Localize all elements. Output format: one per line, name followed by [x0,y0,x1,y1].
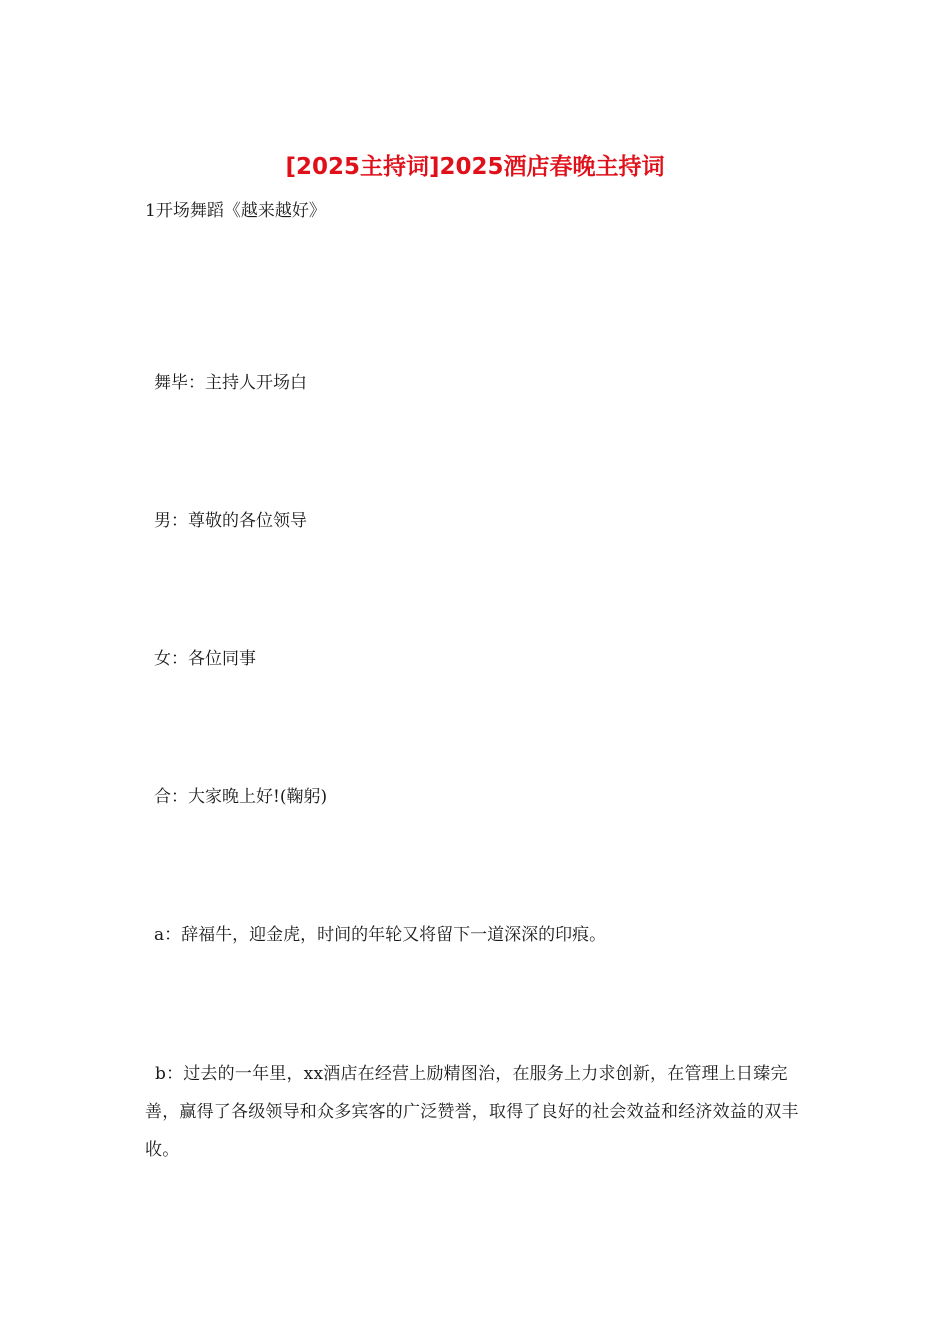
program-item-opening-dance: 1开场舞蹈《越来越好》 [145,201,326,221]
script-line-a: a：辞福牛，迎金虎，时间的年轮又将留下一道深深的印痕。 [154,925,607,945]
document-title: [2025主持词]2025酒店春晚主持词 [285,154,665,180]
script-line-together: 合：大家晚上好!(鞠躬) [154,787,328,807]
script-line-male-host: 男：尊敬的各位领导 [154,511,307,531]
script-line-host-opening: 舞毕：主持人开场白 [154,373,307,393]
script-paragraph-b: b：过去的一年里，xx酒店在经营上励精图治，在服务上力求创新，在管理上日臻完善，赢得了各级领导和众多宾客的广泛赞誉，取得了良好的社会效益和经济效益的双丰收。 [145,1064,799,1160]
script-line-female-host: 女：各位同事 [154,649,256,669]
